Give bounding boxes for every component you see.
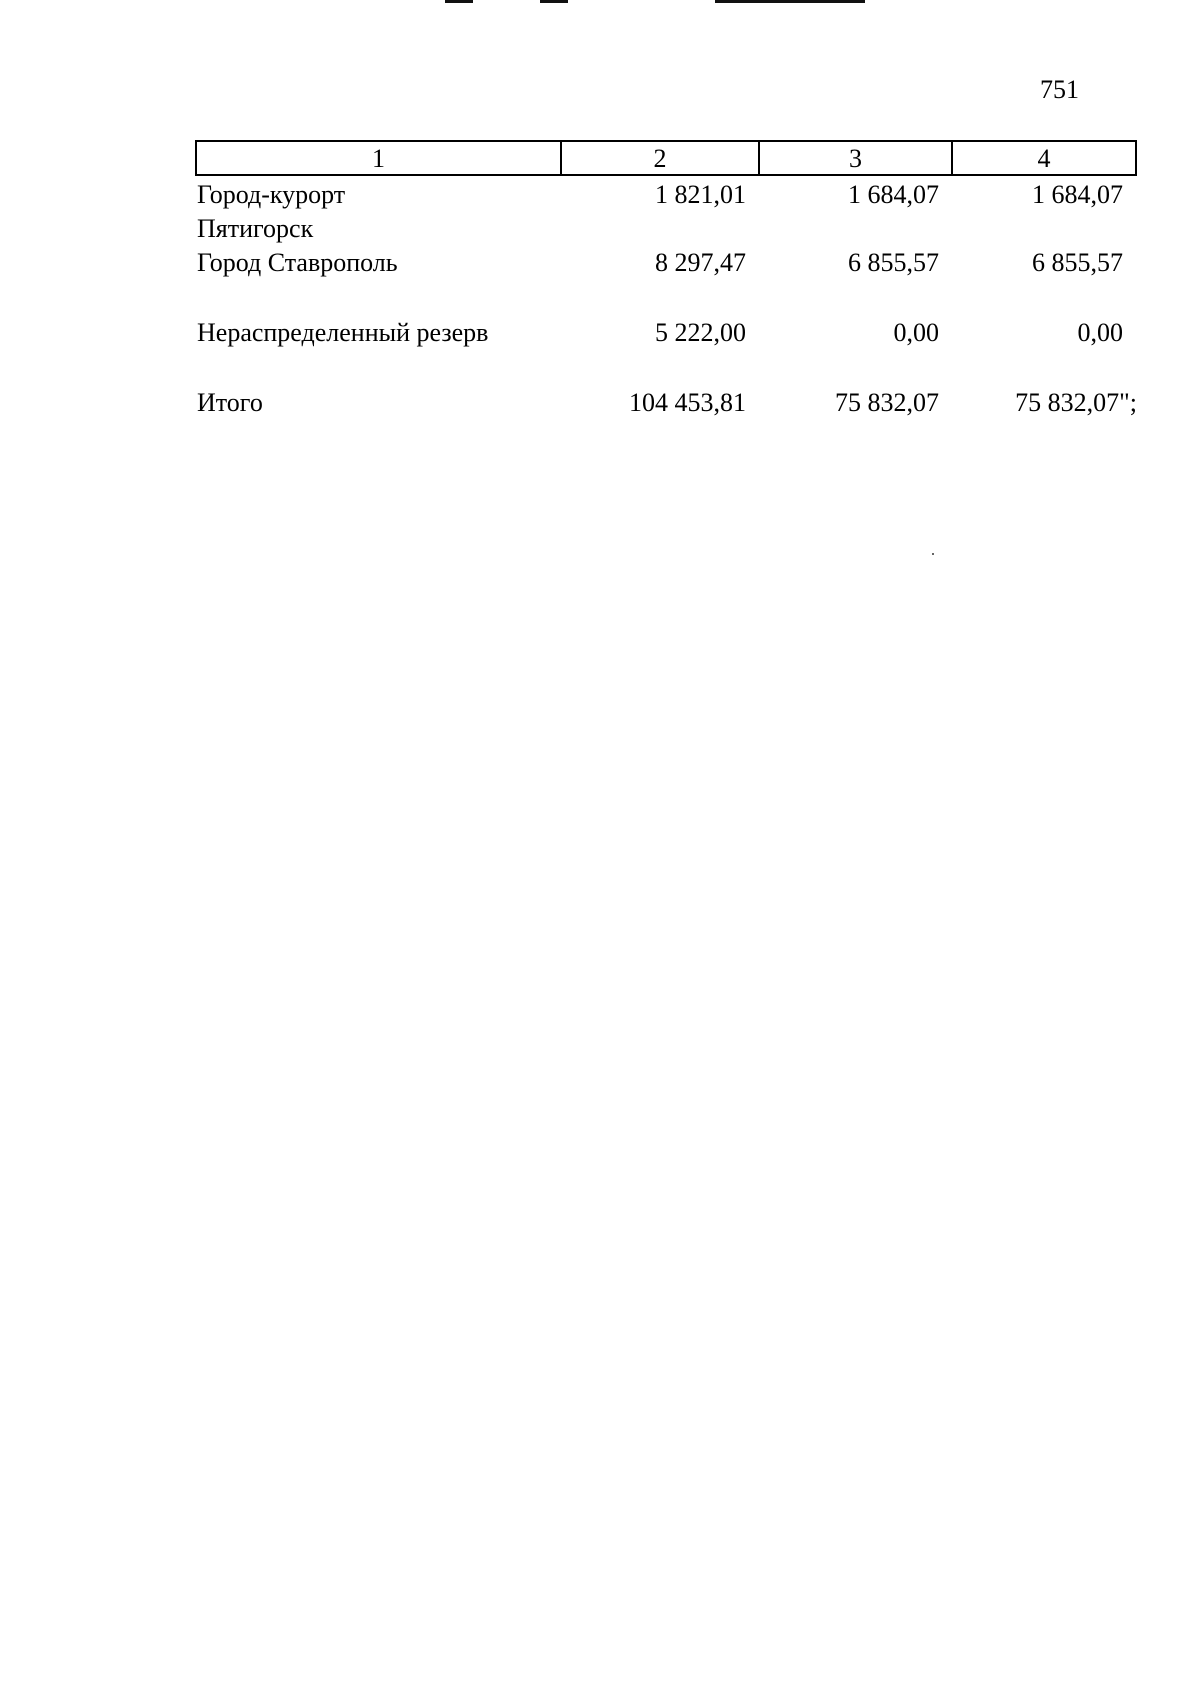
value-col-3: 1 684,07: [848, 180, 939, 209]
row-name: Итого: [197, 388, 263, 417]
scan-speck: [932, 553, 934, 555]
value-col-4: 75 832,07";: [1015, 388, 1137, 417]
value-col-4: 0,00: [1077, 318, 1123, 347]
page-number: 751: [1040, 75, 1079, 104]
value-col-2: 5 222,00: [655, 318, 746, 347]
edge-mark: [445, 0, 473, 3]
value-col-3: 6 855,57: [848, 248, 939, 277]
value-col-3: 0,00: [893, 318, 939, 347]
edge-mark: [540, 0, 568, 3]
header-cell-2: 2: [560, 140, 758, 176]
row-name-line: Пятигорск: [197, 214, 314, 243]
table-header-row: [195, 140, 1137, 176]
row-name-line: Город-курорт: [197, 180, 346, 209]
value-col-2: 104 453,81: [629, 388, 746, 417]
table-row: [195, 316, 1137, 350]
table-row-total: [195, 386, 1137, 420]
value-col-4: 1 684,07: [1032, 180, 1123, 209]
table-row: [195, 178, 1137, 246]
header-cell-4: 4: [951, 140, 1137, 176]
header-cell-3: 3: [758, 140, 951, 176]
value-col-3: 75 832,07: [835, 388, 939, 417]
row-name: [195, 178, 560, 246]
top-edge-marks: [0, 0, 1200, 6]
header-cell-1: 1: [195, 140, 560, 176]
value-col-2: 8 297,47: [655, 248, 746, 277]
value-col-2: 1 821,01: [655, 180, 746, 209]
row-name: Город Ставрополь: [197, 248, 398, 277]
edge-mark: [715, 0, 865, 3]
table-row: [195, 246, 1137, 280]
value-col-4: 6 855,57: [1032, 248, 1123, 277]
row-name: Нераспределенный резерв: [197, 318, 489, 347]
